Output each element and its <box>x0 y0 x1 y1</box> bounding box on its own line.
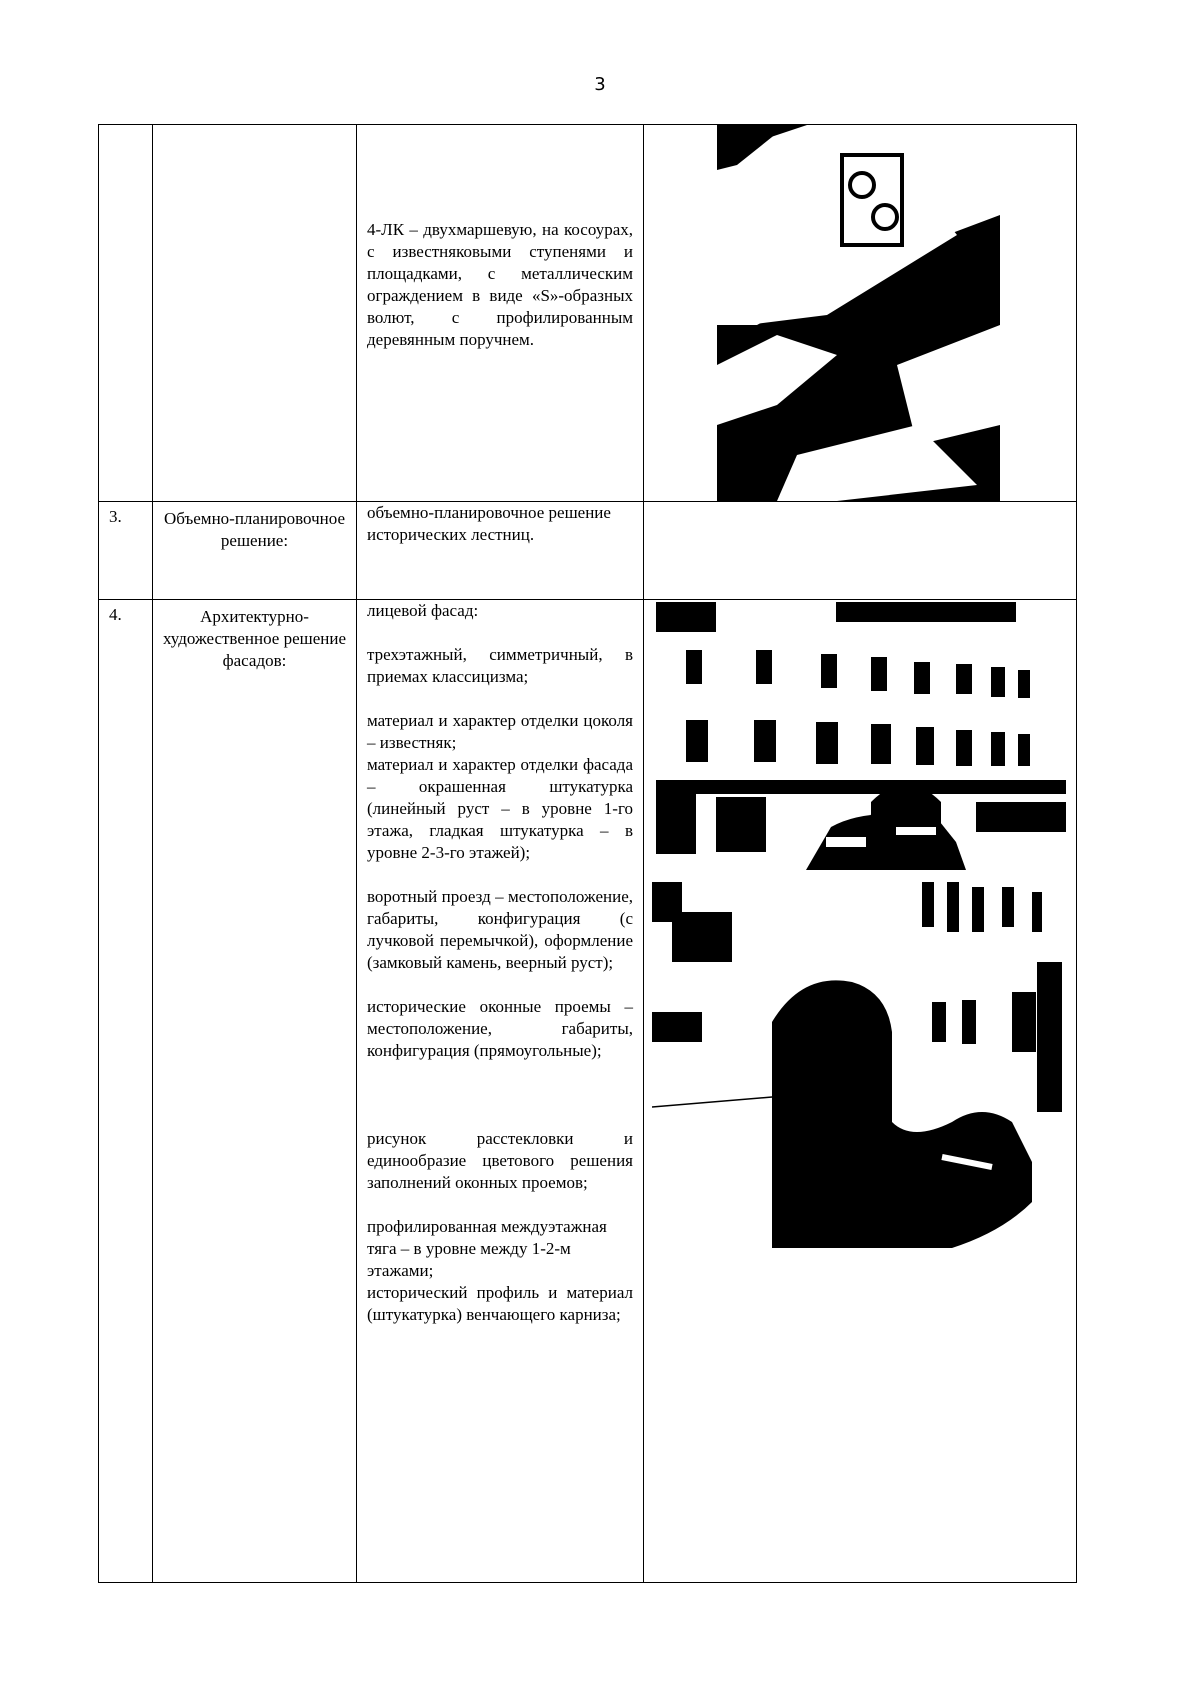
facade-photo <box>656 602 1066 870</box>
row-number <box>99 125 153 502</box>
table-row <box>99 600 1077 1583</box>
row-title <box>153 125 357 502</box>
photo-cell <box>644 502 1077 600</box>
table-row <box>99 502 1077 600</box>
description-text: исторические оконные проемы – местоположение, габариты, конфигурация (прямоугольные); <box>367 997 633 1060</box>
page-number: 3 <box>594 74 606 95</box>
description-text: трехэтажный, симметричный, в приемах классицизма; <box>367 645 633 686</box>
row-title: Объемно-планировочное решение: <box>153 502 357 600</box>
description-text: исторический профиль и материал (штукатурка) венчающего карниза; <box>367 1283 633 1324</box>
row-number: 4. <box>99 600 153 1583</box>
table-row <box>99 125 1077 502</box>
description-text: материал и характер отделки фасада – окрашенная штукатурка (линейный руст – в уровне 1-го этажа, гладкая штукатурка – в уровне 2-3-го этажей); <box>367 755 633 862</box>
gateway-photo <box>652 882 1062 1248</box>
photo-cell <box>644 600 1077 1583</box>
row-number: 3. <box>99 502 153 600</box>
description-text: объемно-планировочное решение исторических лестниц. <box>367 503 611 544</box>
description-text: воротный проезд – местоположение, габариты, конфигурация (с лучковой перемычкой), оформление (замковый камень, веерный руст); <box>367 887 633 972</box>
description-text: профилированная междуэтажная тяга – в уровне между 1-2-м этажами; <box>367 1217 607 1280</box>
row-description <box>357 502 644 600</box>
description-text: материал и характер отделки цоколя – известняк; <box>367 711 633 752</box>
protection-subject-table <box>98 124 1077 1583</box>
staircase-photo <box>717 125 1000 501</box>
description-text: рисунок расстекловки и единообразие цветового решения заполнений оконных проемов; <box>367 1129 633 1192</box>
row-description <box>357 125 644 502</box>
row-description <box>357 600 644 1583</box>
description-text: 4-ЛК – двухмаршевую, на косоурах, с известняковыми ступенями и площадками, с металлическим ограждением в виде «S»-образных волют, с профилированным деревянным поручнем. <box>367 220 633 349</box>
photo-cell <box>644 125 1077 502</box>
description-text: лицевой фасад: <box>367 601 479 620</box>
row-title: Архитектурно-художественное решение фасадов: <box>153 600 357 1583</box>
